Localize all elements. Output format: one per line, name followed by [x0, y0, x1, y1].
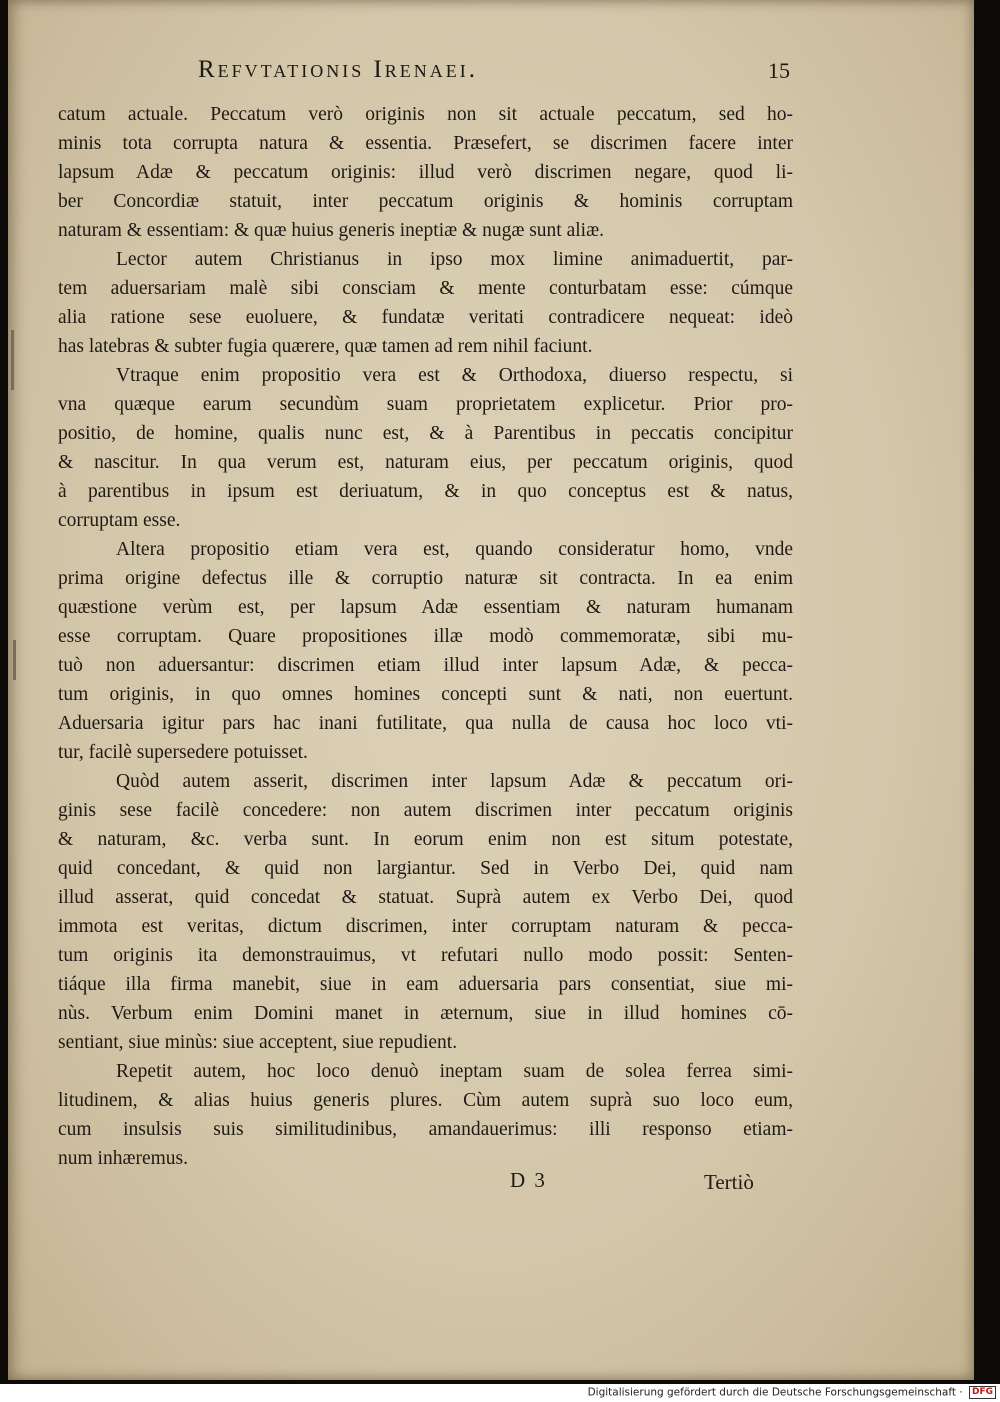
paragraph: [58, 245, 793, 361]
text-line: tum originis, in quo omnes homines concepti sunt & nati, non euertunt.: [58, 684, 793, 705]
text-line: & naturam, &c. verba sunt. In eorum enim non est situm potestate,: [58, 829, 793, 850]
text-line: immota est veritas, dictum discrimen, inter corruptam naturam & pecca-: [58, 916, 793, 937]
text-line: positio, de homine, qualis nunc est, & à Parentibus in peccatis concipitur: [58, 423, 793, 444]
dfg-logo: DFG: [969, 1386, 996, 1399]
text-line: corruptam esse.: [58, 510, 181, 531]
text-line: tuò non aduersantur: discrimen etiam illud inter lapsum Adæ, & pecca-: [58, 655, 793, 676]
paragraph: [58, 767, 793, 1057]
text-line: quæstione verùm est, per lapsum Adæ essentiam & naturam humanam: [58, 597, 793, 618]
notice-separator: ·: [959, 1386, 966, 1399]
text-line: Altera propositio etiam vera est, quando consideratur homo, vnde: [116, 539, 793, 560]
text-line: minis tota corrupta natura & essentia. Præsefert, se discrimen facere inter: [58, 133, 793, 154]
page-footer: [58, 1168, 793, 1208]
running-title: Refvtationis Irenaei.: [198, 56, 479, 83]
text-line: sentiant, siue minùs: siue acceptent, siue repudient.: [58, 1032, 458, 1053]
text-line: litudinem, & alias huius generis plures. Cùm autem suprà suo loco eum,: [58, 1090, 793, 1111]
text-line: cum insulsis suis similitudinibus, amandauerimus: illi responso etiam-: [58, 1119, 793, 1140]
text-line: illud asserat, quid concedat & statuat. Suprà autem ex Verbo Dei, quod: [58, 887, 793, 908]
text-line: Repetit autem, hoc loco denuò ineptam suam de solea ferrea simi-: [116, 1061, 793, 1082]
text-line: Lector autem Christianus in ipso mox limine animaduertit, par-: [116, 249, 793, 270]
text-line: catum actuale. Peccatum verò originis non sit actuale peccatum, sed ho-: [58, 104, 793, 125]
text-line: tem aduersariam malè sibi consciam & mente conturbatam esse: cúmque: [58, 278, 793, 299]
text-line: quid concedant, & quid non largiantur. Sed in Verbo Dei, quid nam: [58, 858, 793, 879]
page-number: 15: [768, 58, 790, 83]
paragraph: [58, 100, 793, 245]
paragraph: [58, 535, 793, 767]
text-line: tum originis ita demonstrauimus, vt refutari nullo modo possit: Senten-: [58, 945, 793, 966]
text-line: prima origine defectus ille & corruptio naturæ sit contracta. In ea enim: [58, 568, 793, 589]
text-line: esse corruptam. Quare propositiones illæ modò commemoratæ, sibi mu-: [58, 626, 793, 647]
text-line: alia ratione sese euoluere, & fundatæ veritati contradicere nequeat: ideò: [58, 307, 793, 328]
text-line: naturam & essentiam: & quæ huius generis ineptiæ & nugæ sunt aliæ.: [58, 220, 604, 241]
text-line: Quòd autem asserit, discrimen inter lapsum Adæ & peccatum ori-: [116, 771, 793, 792]
text-line: lapsum Adæ & peccatum originis: illud verò discrimen negare, quod li-: [58, 162, 793, 183]
text-line: Aduersaria igitur pars hac inani futilitate, qua nulla de causa hoc loco vti-: [58, 713, 793, 734]
edge-shadow: [13, 640, 16, 680]
notice-text: Digitalisierung gefördert durch die Deutsche Forschungsgemeinschaft: [587, 1386, 956, 1399]
paragraph: [58, 1057, 793, 1173]
paragraph: [58, 361, 793, 535]
text-line: ber Concordiæ statuit, inter peccatum originis & hominis corruptam: [58, 191, 793, 212]
page-header: [198, 56, 798, 96]
text-line: vna quæque earum secundùm suam proprietatem explicetur. Prior pro-: [58, 394, 793, 415]
edge-shadow: [11, 330, 14, 390]
text-line: à parentibus in ipsum est deriuatum, & in quo conceptus est & natus,: [58, 481, 793, 502]
catchword: Tertiò: [704, 1170, 754, 1194]
text-line: has latebras & subter fugia quærere, quæ tamen ad rem nihil faciunt.: [58, 336, 593, 357]
text-line: tur, facilè supersedere potuisset.: [58, 742, 308, 763]
text-line: nùs. Verbum enim Domini manet in æternum, siue in illud homines cō-: [58, 1003, 793, 1024]
text-line: num inhæremus.: [58, 1148, 188, 1169]
text-line: Vtraque enim propositio vera est & Orthodoxa, diuerso respectu, si: [116, 365, 793, 386]
text-line: & nascitur. In qua verum est, naturam eius, per peccatum originis, quod: [58, 452, 793, 473]
signature-mark: D 3: [510, 1168, 547, 1192]
digitization-notice: [0, 1386, 1000, 1402]
body-text: [58, 100, 793, 1173]
text-line: tiáque illa firma manebit, siue in eam aduersaria pars consentiat, siue mi-: [58, 974, 793, 995]
text-line: ginis sese facilè concedere: non autem discrimen inter peccatum originis: [58, 800, 793, 821]
